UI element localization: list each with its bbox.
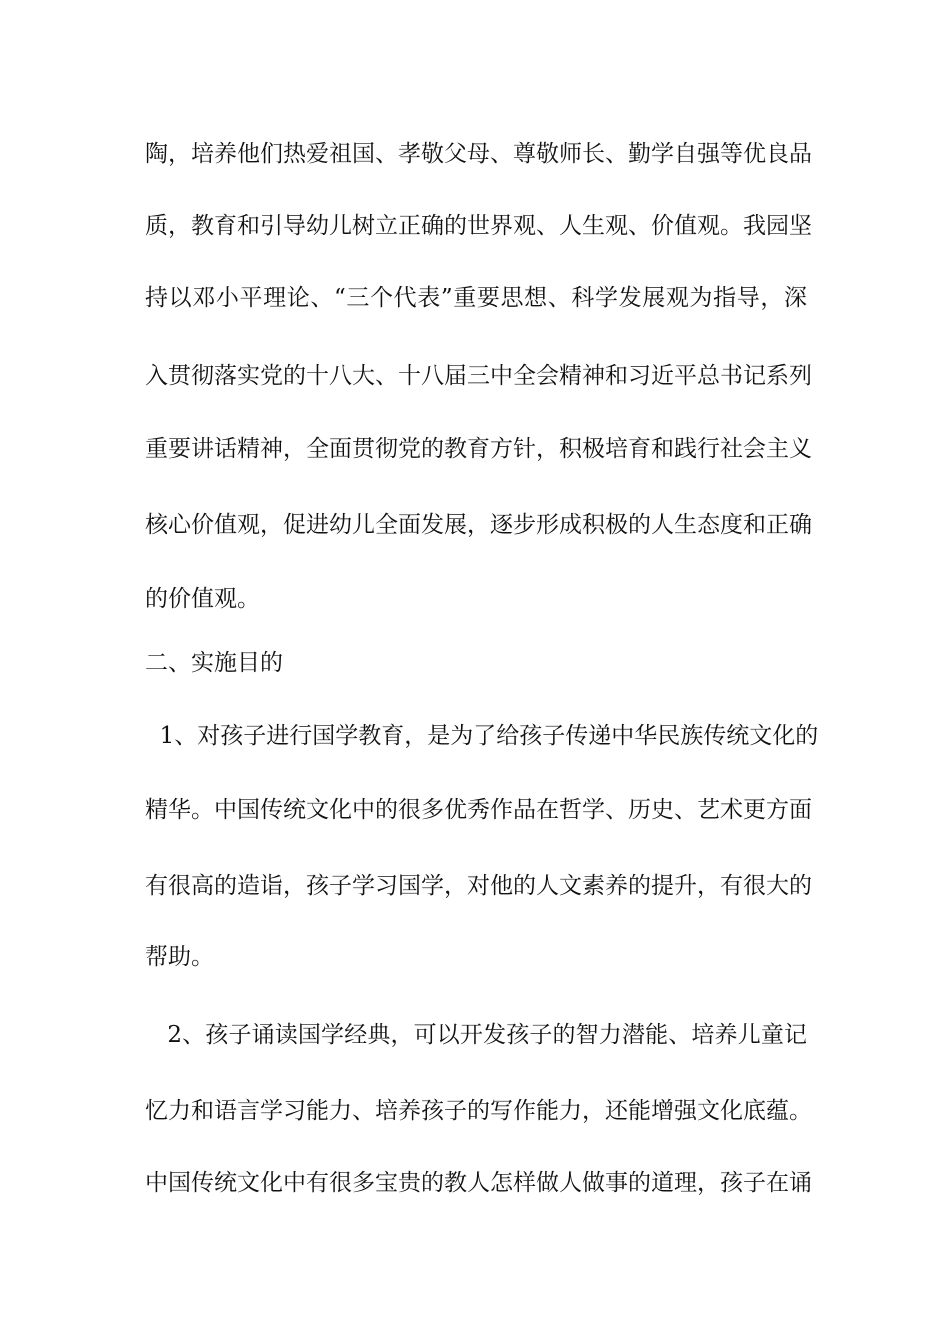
paragraph-line: 的价值观。: [145, 586, 260, 612]
paragraph-line: 中国传统文化中有很多宝贵的教人怎样做人做事的道理，孩子在诵: [145, 1170, 812, 1196]
paragraph-line: 重要讲话精神，全面贯彻党的教育方针，积极培育和践行社会主义: [145, 436, 812, 462]
paragraph-line: 忆力和语言学习能力、培养孩子的写作能力，还能增强文化底蕴。: [145, 1098, 812, 1124]
paragraph-line: 核心价值观，促进幼儿全面发展，逐步形成积极的人生态度和正确: [145, 512, 812, 538]
paragraph-line: 有很高的造诣，孩子学习国学，对他的人文素养的提升，有很大的: [145, 873, 812, 899]
paragraph-line: 2、孩子诵读国学经典，可以开发孩子的智力潜能、培养儿童记: [145, 1022, 807, 1048]
paragraph-line: 1、对孩子进行国学教育，是为了给孩子传递中华民族传统文化的: [145, 723, 819, 749]
paragraph-line: 精华。中国传统文化中的很多优秀作品在哲学、历史、艺术更方面: [145, 797, 812, 823]
paragraph-line: 帮助。: [145, 944, 214, 970]
paragraph-line: 质，教育和引导幼儿树立正确的世界观、人生观、价值观。我园坚: [145, 213, 812, 239]
paragraph-line: 入贯彻落实党的十八大、十八届三中全会精神和习近平总书记系列: [145, 363, 812, 389]
paragraph-line: 持以邓小平理论、“三个代表”重要思想、科学发展观为指导，深: [145, 285, 807, 311]
section-heading: 二、实施目的: [145, 650, 283, 676]
paragraph-line: 陶，培养他们热爱祖国、孝敬父母、尊敬师长、勤学自强等优良品: [145, 141, 812, 167]
